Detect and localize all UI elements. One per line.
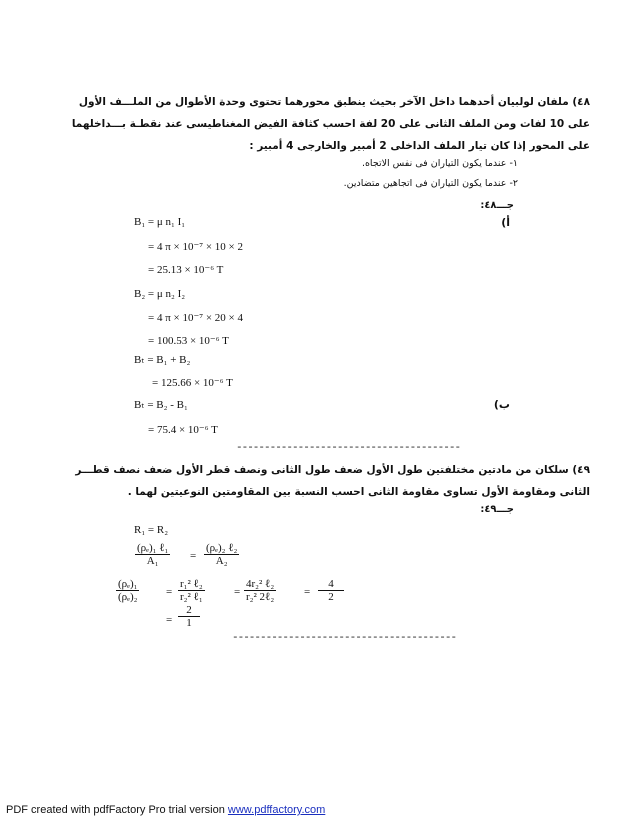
fraction-substituted: 4r₂² ℓ₂ r₂² 2ℓ₂ bbox=[246, 578, 275, 603]
equals-sign: = bbox=[304, 586, 311, 598]
q48-line2: على 10 لفات ومن الملف الثانى على 20 لفة احسب كثافة الفيض المغناطيسى عند نقطـة بـــداخلهما bbox=[71, 118, 590, 130]
eq-b1-def: B₁ = μ n₁ I₁ bbox=[134, 216, 186, 228]
eq-b2-val: = 100.53 × 10⁻⁶ T bbox=[148, 335, 229, 347]
q48-part-b: ب) bbox=[493, 398, 510, 411]
fraction-rho-ratio: $\frac{\text{(ρₑ)₁}}{\text{(ρₑ)₂}}$ bbox=[118, 578, 138, 603]
eq-b1-sub: = 4 π × 10⁻⁷ × 10 × 2 bbox=[148, 241, 244, 253]
fraction-rho2-l2-a2: (ρₑ)₂ ℓ₂ A₂ bbox=[206, 542, 238, 567]
q48-item2: ٢- عندما يكون التياران فى اتجاهين متضادين. bbox=[343, 178, 518, 189]
fraction-rho1-l1-a1: (ρₑ)₁ ℓ₁ A₁ bbox=[137, 542, 169, 567]
equals-sign: = bbox=[190, 550, 197, 562]
pdffactory-link[interactable]: www.pdffactory.com bbox=[227, 804, 326, 816]
separator-line: ---------------------------------------- bbox=[232, 632, 457, 644]
q48-item1: ١- عندما يكون التياران فى نفس الاتجاه. bbox=[361, 158, 518, 169]
q48-part-a: أ) bbox=[501, 216, 510, 229]
fraction-four-over-two: $\frac{4}{2}$ bbox=[318, 578, 344, 603]
q48-answer-label: جـــ٤٨: bbox=[480, 200, 514, 211]
eq-bt-sum: Bₜ = B₁ + B₂ bbox=[134, 354, 191, 366]
q49-line1: ٤٩) سلكان من مادتين مختلفتين طول الأول ضعف طول الثانى ونصف قطر الأول ضعف نصف قطـــر bbox=[75, 464, 590, 476]
eq-b2-sub: = 4 π × 10⁻⁷ × 20 × 4 bbox=[148, 312, 244, 324]
q48-line3: على المحور إذا كان تيار الملف الداخلى 2 أمبير والخارجى 4 أمبير : bbox=[249, 140, 590, 152]
q49-answer-label: جـــ٤٩: bbox=[480, 504, 514, 515]
footer-text: PDF created with pdfFactory Pro trial version bbox=[6, 804, 228, 816]
eq-r-equal: R₁ = R₂ bbox=[134, 524, 169, 536]
eq-bt-diff: Bₜ = B₂ - B₁ bbox=[134, 399, 188, 411]
fraction-r-l-ratio: r₁² ℓ₂ r₂² ℓ₁ bbox=[180, 578, 203, 603]
fraction-result: $\frac{2}{1}$ bbox=[178, 604, 200, 629]
pdf-footer bbox=[6, 804, 325, 816]
eq-b1-val: = 25.13 × 10⁻⁶ T bbox=[148, 264, 224, 276]
equals-sign: = bbox=[166, 586, 173, 598]
eq-bt-sum-val: = 125.66 × 10⁻⁶ T bbox=[152, 377, 233, 389]
q48-line1: ٤٨) ملفان لولبيان أحدهما داخل الآخر بحيث ينطبق محورهما تحتوى وحدة الأطوال من الملـــف الأول bbox=[78, 96, 590, 108]
equals-sign: = bbox=[166, 614, 173, 626]
equals-sign: = bbox=[234, 586, 241, 598]
eq-b2-def: B₂ = μ n₂ I₂ bbox=[134, 288, 186, 300]
separator-line: ---------------------------------------- bbox=[236, 442, 461, 454]
q49-line2: الثانى ومقاومة الأول تساوى مقاومة الثانى احسب النسبة بين المقاومتين النوعيتين لهما . bbox=[127, 486, 590, 498]
eq-bt-diff-val: = 75.4 × 10⁻⁶ T bbox=[148, 424, 218, 436]
